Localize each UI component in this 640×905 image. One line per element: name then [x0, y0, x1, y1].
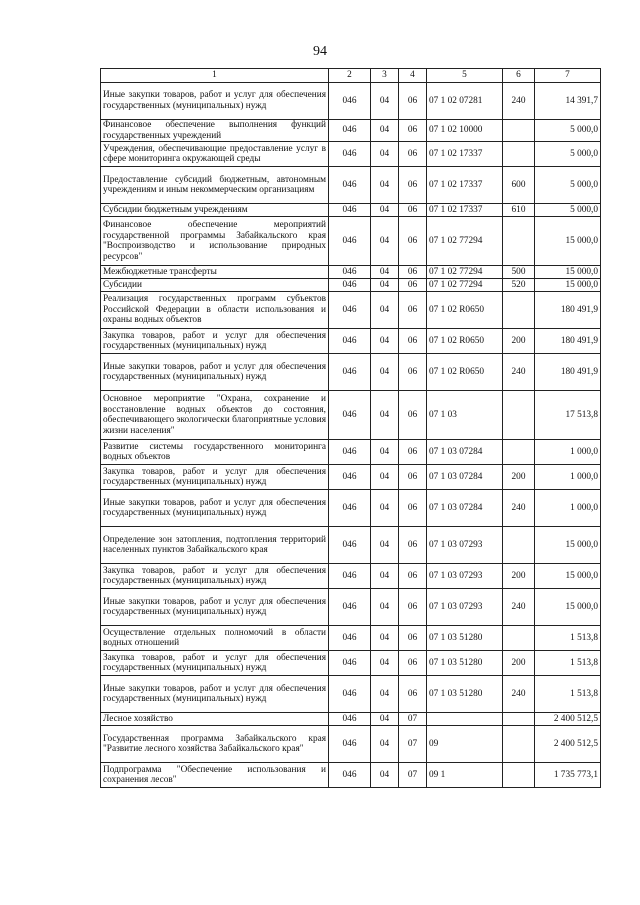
- row-name: Субсидии: [101, 279, 329, 292]
- row-section-code: 04: [371, 589, 399, 626]
- row-expense-type: [503, 391, 535, 440]
- row-amount: 2 400 512,5: [535, 713, 601, 726]
- row-target-article: 07 1 02 R0650: [427, 292, 503, 329]
- row-section-code: 04: [371, 465, 399, 490]
- row-ministry-code: 046: [329, 527, 371, 564]
- row-section-code: 04: [371, 626, 399, 651]
- row-section-code: 04: [371, 726, 399, 763]
- row-target-article: 07 1 02 R0650: [427, 354, 503, 391]
- row-expense-type: 610: [503, 204, 535, 217]
- table-row: [101, 354, 601, 391]
- row-amount: 15 000,0: [535, 564, 601, 589]
- row-subsection-code: 06: [399, 651, 427, 676]
- row-amount: 2 400 512,5: [535, 726, 601, 763]
- row-section-code: 04: [371, 279, 399, 292]
- row-expense-type: [503, 120, 535, 142]
- row-ministry-code: 046: [329, 292, 371, 329]
- row-target-article: 07 1 02 10000: [427, 120, 503, 142]
- column-header-2: 2: [329, 69, 371, 83]
- row-name: Лесное хозяйство: [101, 713, 329, 726]
- row-name: Учреждения, обеспечивающие предоставление услуг в сфере мониторинга окружающей среды: [101, 142, 329, 167]
- row-expense-type: [503, 142, 535, 167]
- row-ministry-code: 046: [329, 651, 371, 676]
- row-target-article: 07 1 02 77294: [427, 279, 503, 292]
- row-amount: 180 491,9: [535, 292, 601, 329]
- row-subsection-code: 06: [399, 329, 427, 354]
- table-row: [101, 527, 601, 564]
- row-section-code: 04: [371, 266, 399, 279]
- row-name: Определение зон затопления, подтопления территорий населенных пунктов Забайкальского края: [101, 527, 329, 564]
- row-target-article: 07 1 03 07284: [427, 490, 503, 527]
- table-row: [101, 266, 601, 279]
- table-row: [101, 589, 601, 626]
- row-ministry-code: 046: [329, 564, 371, 589]
- row-section-code: 04: [371, 354, 399, 391]
- table-row: [101, 279, 601, 292]
- row-ministry-code: 046: [329, 329, 371, 354]
- row-amount: 180 491,9: [535, 354, 601, 391]
- row-section-code: 04: [371, 167, 399, 204]
- row-target-article: 07 1 02 R0650: [427, 329, 503, 354]
- row-expense-type: 240: [503, 589, 535, 626]
- row-amount: 15 000,0: [535, 266, 601, 279]
- table-row: [101, 120, 601, 142]
- row-amount: 15 000,0: [535, 279, 601, 292]
- row-ministry-code: 046: [329, 204, 371, 217]
- table-row: [101, 564, 601, 589]
- row-expense-type: 200: [503, 329, 535, 354]
- row-subsection-code: 06: [399, 490, 427, 527]
- row-amount: 5 000,0: [535, 120, 601, 142]
- row-ministry-code: 046: [329, 440, 371, 465]
- row-ministry-code: 046: [329, 676, 371, 713]
- table-row: [101, 329, 601, 354]
- row-name: Иные закупки товаров, работ и услуг для обеспечения государственных (муниципальных) нужд: [101, 676, 329, 713]
- row-section-code: 04: [371, 120, 399, 142]
- table-body: [101, 83, 601, 788]
- row-subsection-code: 06: [399, 204, 427, 217]
- table-row: [101, 676, 601, 713]
- table-row: [101, 391, 601, 440]
- row-ministry-code: 046: [329, 142, 371, 167]
- row-expense-type: [503, 440, 535, 465]
- table-row: [101, 83, 601, 120]
- row-section-code: 04: [371, 564, 399, 589]
- row-ministry-code: 046: [329, 266, 371, 279]
- row-subsection-code: 06: [399, 527, 427, 564]
- row-amount: 1 000,0: [535, 440, 601, 465]
- row-name: Иные закупки товаров, работ и услуг для обеспечения государственных (муниципальных) нужд: [101, 589, 329, 626]
- row-name: Предоставление субсидий бюджетным, автономным учреждениям и иным некоммерческим организациям: [101, 167, 329, 204]
- row-subsection-code: 06: [399, 83, 427, 120]
- row-amount: 15 000,0: [535, 589, 601, 626]
- row-section-code: 04: [371, 676, 399, 713]
- row-section-code: 04: [371, 440, 399, 465]
- row-subsection-code: 06: [399, 626, 427, 651]
- row-section-code: 04: [371, 391, 399, 440]
- row-section-code: 04: [371, 292, 399, 329]
- row-ministry-code: 046: [329, 391, 371, 440]
- row-target-article: 07 1 03 51280: [427, 651, 503, 676]
- row-expense-type: 240: [503, 83, 535, 120]
- row-name: Иные закупки товаров, работ и услуг для обеспечения государственных (муниципальных) нужд: [101, 354, 329, 391]
- row-expense-type: [503, 726, 535, 763]
- row-target-article: 09: [427, 726, 503, 763]
- row-amount: 1 735 773,1: [535, 763, 601, 788]
- column-header-4: 4: [399, 69, 427, 83]
- column-header-3: 3: [371, 69, 399, 83]
- budget-table: [100, 68, 601, 788]
- row-amount: 15 000,0: [535, 527, 601, 564]
- row-name: Подпрограмма "Обеспечение использования и сохранения лесов": [101, 763, 329, 788]
- row-amount: 1 513,8: [535, 651, 601, 676]
- row-subsection-code: 06: [399, 354, 427, 391]
- header-row: [101, 69, 601, 83]
- row-ministry-code: 046: [329, 490, 371, 527]
- row-target-article: 07 1 02 77294: [427, 217, 503, 266]
- row-target-article: 07 1 03 07284: [427, 465, 503, 490]
- row-amount: 1 513,8: [535, 676, 601, 713]
- row-amount: 1 000,0: [535, 490, 601, 527]
- row-section-code: 04: [371, 204, 399, 217]
- row-amount: 17 513,8: [535, 391, 601, 440]
- row-subsection-code: 06: [399, 266, 427, 279]
- row-name: Закупка товаров, работ и услуг для обеспечения государственных (муниципальных) нужд: [101, 651, 329, 676]
- column-header-7: 7: [535, 69, 601, 83]
- row-expense-type: 600: [503, 167, 535, 204]
- row-amount: 15 000,0: [535, 217, 601, 266]
- table-row: [101, 713, 601, 726]
- row-ministry-code: 046: [329, 763, 371, 788]
- row-target-article: 07 1 03: [427, 391, 503, 440]
- row-target-article: 07 1 02 77294: [427, 266, 503, 279]
- row-ministry-code: 046: [329, 279, 371, 292]
- row-name: Государственная программа Забайкальского края "Развитие лесного хозяйства Забайкальского края": [101, 726, 329, 763]
- row-name: Реализация государственных программ субъектов Российской Федерации в области использования и охраны водных объектов: [101, 292, 329, 329]
- table-row: [101, 204, 601, 217]
- row-subsection-code: 06: [399, 292, 427, 329]
- row-name: Осуществление отдельных полномочий в области водных отношений: [101, 626, 329, 651]
- row-section-code: 04: [371, 527, 399, 564]
- table-row: [101, 465, 601, 490]
- row-amount: 1 000,0: [535, 465, 601, 490]
- row-target-article: 07 1 03 07293: [427, 589, 503, 626]
- row-name: Закупка товаров, работ и услуг для обеспечения государственных (муниципальных) нужд: [101, 564, 329, 589]
- row-subsection-code: 06: [399, 564, 427, 589]
- row-ministry-code: 046: [329, 626, 371, 651]
- row-section-code: 04: [371, 490, 399, 527]
- row-expense-type: 240: [503, 354, 535, 391]
- column-header-6: 6: [503, 69, 535, 83]
- row-expense-type: 200: [503, 564, 535, 589]
- row-name: Развитие системы государственного мониторинга водных объектов: [101, 440, 329, 465]
- row-expense-type: 200: [503, 465, 535, 490]
- row-amount: 1 513,8: [535, 626, 601, 651]
- row-ministry-code: 046: [329, 726, 371, 763]
- row-section-code: 04: [371, 713, 399, 726]
- row-amount: 5 000,0: [535, 142, 601, 167]
- row-subsection-code: 06: [399, 217, 427, 266]
- row-expense-type: [503, 217, 535, 266]
- row-section-code: 04: [371, 651, 399, 676]
- row-target-article: 07 1 02 07281: [427, 83, 503, 120]
- row-expense-type: [503, 763, 535, 788]
- row-subsection-code: 07: [399, 763, 427, 788]
- table-row: [101, 626, 601, 651]
- row-expense-type: 240: [503, 676, 535, 713]
- page-number: 94: [313, 44, 327, 59]
- row-section-code: 04: [371, 142, 399, 167]
- row-subsection-code: 06: [399, 465, 427, 490]
- column-header-5: 5: [427, 69, 503, 83]
- row-section-code: 04: [371, 329, 399, 354]
- table-row: [101, 651, 601, 676]
- row-section-code: 04: [371, 83, 399, 120]
- row-section-code: 04: [371, 217, 399, 266]
- row-name: Межбюджетные трансферты: [101, 266, 329, 279]
- row-subsection-code: 07: [399, 713, 427, 726]
- row-subsection-code: 06: [399, 676, 427, 713]
- table-row: [101, 726, 601, 763]
- row-ministry-code: 046: [329, 589, 371, 626]
- row-expense-type: 240: [503, 490, 535, 527]
- row-ministry-code: 046: [329, 465, 371, 490]
- row-subsection-code: 06: [399, 120, 427, 142]
- row-section-code: 04: [371, 763, 399, 788]
- row-ministry-code: 046: [329, 83, 371, 120]
- row-target-article: 07 1 02 17337: [427, 142, 503, 167]
- row-target-article: [427, 713, 503, 726]
- table-row: [101, 167, 601, 204]
- row-expense-type: [503, 626, 535, 651]
- row-subsection-code: 06: [399, 589, 427, 626]
- row-amount: 14 391,7: [535, 83, 601, 120]
- row-expense-type: [503, 292, 535, 329]
- row-subsection-code: 07: [399, 726, 427, 763]
- table-row: [101, 490, 601, 527]
- row-target-article: 07 1 03 51280: [427, 676, 503, 713]
- row-amount: 5 000,0: [535, 167, 601, 204]
- column-header-1: 1: [101, 69, 329, 83]
- row-ministry-code: 046: [329, 217, 371, 266]
- row-expense-type: [503, 713, 535, 726]
- row-name: Закупка товаров, работ и услуг для обеспечения государственных (муниципальных) нужд: [101, 465, 329, 490]
- row-ministry-code: 046: [329, 354, 371, 391]
- row-subsection-code: 06: [399, 391, 427, 440]
- row-name: Иные закупки товаров, работ и услуг для обеспечения государственных (муниципальных) нужд: [101, 83, 329, 120]
- row-target-article: 07 1 03 07293: [427, 564, 503, 589]
- row-ministry-code: 046: [329, 120, 371, 142]
- row-target-article: 07 1 02 17337: [427, 167, 503, 204]
- table-row: [101, 217, 601, 266]
- row-subsection-code: 06: [399, 279, 427, 292]
- row-target-article: 07 1 02 17337: [427, 204, 503, 217]
- row-subsection-code: 06: [399, 440, 427, 465]
- row-subsection-code: 06: [399, 167, 427, 204]
- table-row: [101, 142, 601, 167]
- row-target-article: 07 1 03 07284: [427, 440, 503, 465]
- row-expense-type: [503, 527, 535, 564]
- row-name: Финансовое обеспечение выполнения функций государственных учреждений: [101, 120, 329, 142]
- row-name: Финансовое обеспечение мероприятий государственной программы Забайкальского края "Воспроизводство и использование природных ресурсов": [101, 217, 329, 266]
- row-name: Закупка товаров, работ и услуг для обеспечения государственных (муниципальных) нужд: [101, 329, 329, 354]
- row-amount: 180 491,9: [535, 329, 601, 354]
- row-ministry-code: 046: [329, 713, 371, 726]
- row-amount: 5 000,0: [535, 204, 601, 217]
- row-expense-type: 500: [503, 266, 535, 279]
- row-target-article: 07 1 03 07293: [427, 527, 503, 564]
- table-row: [101, 440, 601, 465]
- row-target-article: 09 1: [427, 763, 503, 788]
- row-expense-type: 520: [503, 279, 535, 292]
- row-expense-type: 200: [503, 651, 535, 676]
- row-name: Основное мероприятие "Охрана, сохранение и восстановление водных объектов до состояния, обеспечивающего экологически благоприятные условия жизни населения": [101, 391, 329, 440]
- row-name: Иные закупки товаров, работ и услуг для обеспечения государственных (муниципальных) нужд: [101, 490, 329, 527]
- row-target-article: 07 1 03 51280: [427, 626, 503, 651]
- table-row: [101, 763, 601, 788]
- row-name: Субсидии бюджетным учреждениям: [101, 204, 329, 217]
- row-ministry-code: 046: [329, 167, 371, 204]
- table-row: [101, 292, 601, 329]
- row-subsection-code: 06: [399, 142, 427, 167]
